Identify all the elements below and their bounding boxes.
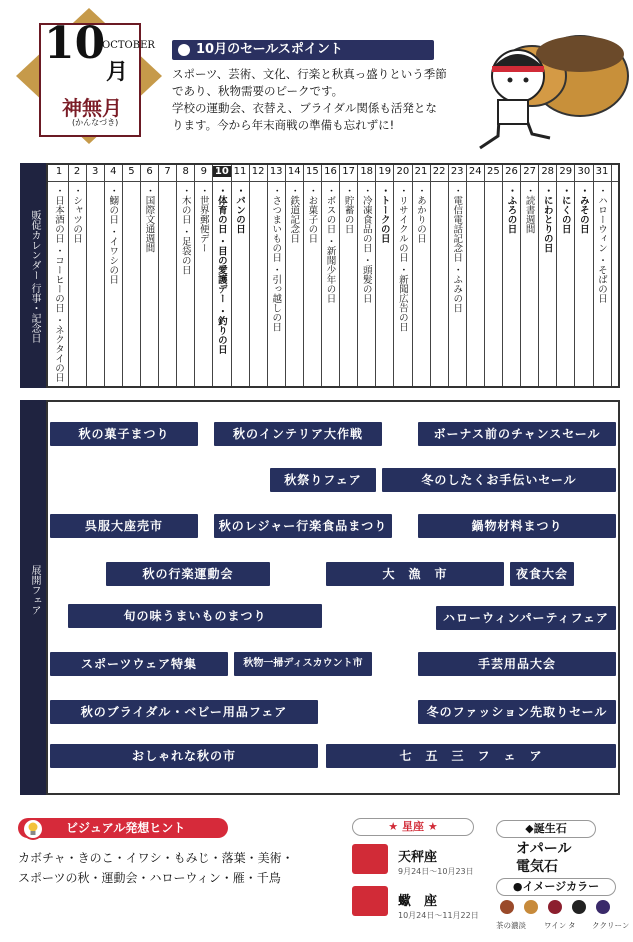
calendar-event: ・トークの日	[378, 186, 390, 243]
calendar-event: ・貯蓄の日	[342, 186, 354, 234]
zodiac-dates-1: 9月24日〜10月23日	[398, 867, 474, 876]
day-number: 11	[233, 166, 247, 177]
day-divider	[176, 165, 177, 386]
calendar-event: ・ボスの日 ・新聞少年の日	[324, 186, 336, 304]
color-swatch-label: 茶の濃淡	[496, 921, 526, 930]
fair-bar: ボーナス前のチャンスセール	[418, 422, 616, 446]
day-number: 26	[505, 166, 518, 177]
day-number: 1	[55, 166, 63, 177]
fair-bar: スポーツウェア特集	[50, 652, 228, 676]
day-divider	[285, 165, 286, 386]
day-divider	[466, 165, 467, 386]
day-divider	[412, 165, 413, 386]
birthstone-2: 電気石	[516, 859, 558, 875]
fair-bar: 秋の菓子まつり	[50, 422, 198, 446]
calendar-event: ・あかりの日	[415, 186, 426, 243]
color-swatch	[572, 900, 586, 914]
day-divider	[448, 165, 449, 386]
day-number: 9	[200, 166, 207, 177]
day-number: 14	[287, 166, 301, 177]
fair-bar: 冬のファッション先取りセール	[418, 700, 616, 724]
day-number: 20	[396, 166, 410, 177]
fair-bar: ハローウィンパーティフェア	[436, 606, 616, 630]
calendar-event: ・国際文通週間	[143, 186, 155, 253]
fair-bar: 呉服大座売市	[50, 514, 198, 538]
day-divider	[375, 165, 376, 386]
calendar-event: ・にわとりの日	[541, 186, 553, 253]
day-number: 23	[450, 166, 464, 177]
zodiac-name-2: 蠍 座	[398, 894, 438, 909]
intro-line: ります。今から年末商戦の準備も忘れずに!	[172, 118, 395, 132]
calendar-event: ・にくの日	[559, 186, 571, 234]
day-number: 29	[559, 166, 573, 177]
calendar-event: ・木の日 ・足袋の日	[179, 186, 191, 275]
zodiac-title: ★ 星座 ★	[352, 818, 474, 836]
day-number: 4	[110, 166, 117, 177]
libra-icon	[352, 844, 388, 874]
running-boy-chestnut-illustration	[440, 6, 630, 156]
visual-hint-title: ビジュアル発想ヒント	[18, 818, 228, 838]
day-divider	[194, 165, 195, 386]
calendar-event: ・鉄道記念日	[288, 186, 300, 243]
color-swatch-label: タ	[568, 921, 576, 930]
day-divider	[502, 165, 503, 386]
day-number: 18	[360, 166, 374, 177]
zodiac-dates-2: 10月24日〜11月22日	[398, 911, 479, 920]
fair-bar: 鍋物材料まつり	[418, 514, 616, 538]
fair-bar: 秋祭りフェア	[270, 468, 376, 492]
day-divider	[339, 165, 340, 386]
calendar-event: ・体育の日 ・目の愛護デー ・釣りの日	[215, 186, 227, 355]
day-divider	[357, 165, 358, 386]
light-bulb-icon	[22, 818, 44, 840]
fair-bar: 秋のブライダル・ベビー用品フェア	[50, 700, 318, 724]
intro-line: であり、秋物需要のピークです。	[172, 84, 344, 98]
day-number: 30	[577, 166, 591, 177]
day-divider	[321, 165, 322, 386]
fair-schedule	[20, 400, 620, 795]
day-number: 13	[269, 166, 283, 177]
day-divider	[267, 165, 268, 386]
day-number: 24	[468, 166, 482, 177]
day-divider	[393, 165, 394, 386]
calendar-event: ・リサイクルの日 ・新聞広告の日	[396, 186, 408, 332]
calendar-event: ・さつまいもの日 ・引っ越しの日	[270, 186, 282, 332]
day-divider	[484, 165, 485, 386]
calendar-event: ・日本酒の日 ・コーヒーの日 ・ネクタイの日	[53, 186, 64, 383]
color-swatch	[524, 900, 538, 914]
fair-bar: 秋物一掃ディスカウント市	[234, 652, 372, 676]
calendar-event: ・シャツの日	[71, 186, 83, 243]
color-swatch	[548, 900, 562, 914]
day-number: 16	[324, 166, 337, 177]
day-divider	[212, 165, 213, 386]
day-divider	[593, 165, 594, 386]
calendar-event: ・冷凍食品の日 ・頭髪の日	[360, 186, 372, 304]
day-divider	[520, 165, 521, 386]
fair-bar: 七 五 三 フ ェ ア	[326, 744, 616, 768]
day-number: 15	[306, 166, 319, 177]
day-number: 2	[73, 166, 81, 177]
calendar-header-divider	[48, 181, 618, 182]
day-number: 5	[128, 166, 135, 177]
fair-bar: 冬のしたくお手伝いセール	[382, 468, 616, 492]
calendar-event: ・世界郵便デー	[197, 186, 209, 253]
day-divider	[68, 165, 69, 386]
day-divider	[122, 165, 123, 386]
intro-line: スポーツ、芸術、文化、行楽と秋真っ盛りという季節	[172, 67, 447, 81]
fair-bar: 手芸用品大会	[418, 652, 616, 676]
day-number: 3	[92, 166, 99, 177]
calendar-event: ・みその日	[577, 186, 589, 234]
day-number: 27	[523, 166, 536, 177]
birthstone-title: ◆誕生石	[496, 820, 596, 838]
fair-side-label: 展開フェア	[20, 400, 48, 795]
day-divider	[158, 165, 159, 386]
day-number: 7	[164, 166, 171, 177]
month-number: 10	[44, 18, 106, 69]
calendar-event: ・パンの日	[234, 186, 245, 234]
fair-bar: 大 漁 市	[326, 562, 504, 586]
calendar-event: ・お菓子の日	[306, 186, 318, 243]
color-swatch	[500, 900, 514, 914]
day-divider	[86, 165, 87, 386]
birthstone-1: オパール	[516, 841, 572, 857]
day-divider	[574, 165, 575, 386]
calendar-event: ・電信電話記念日 ・ふみの日	[451, 186, 463, 313]
fair-bar: 旬の味うまいものまつり	[68, 604, 322, 628]
month-name: 神無月	[62, 96, 122, 120]
month-english: OCTOBER	[102, 40, 155, 51]
day-divider	[303, 165, 304, 386]
calendar-event: ・ハローウィン ・そばの日	[596, 186, 607, 304]
day-number: 28	[541, 166, 555, 177]
hint-line: カボチャ・きのこ・イワシ・もみじ・落葉・美術・	[18, 851, 294, 865]
visual-hint-text	[18, 848, 338, 888]
day-number: 6	[146, 166, 153, 177]
color-swatch	[596, 900, 610, 914]
day-divider	[556, 165, 557, 386]
day-number: 19	[378, 166, 392, 177]
scorpio-icon	[352, 886, 388, 916]
color-swatch-label: ワイン	[544, 921, 567, 930]
day-divider	[140, 165, 141, 386]
day-number: 8	[182, 166, 189, 177]
day-number: 10	[213, 166, 231, 177]
calendar-event: ・ふろの日	[505, 186, 517, 234]
day-number: 12	[251, 166, 265, 177]
day-number: 22	[432, 166, 446, 177]
fair-bar: 夜食大会	[510, 562, 574, 586]
day-divider	[249, 165, 250, 386]
month-reading: (かんなづき)	[72, 118, 119, 127]
image-color-title: ●イメージカラー	[496, 878, 616, 896]
zodiac-name-1: 天秤座	[398, 850, 438, 865]
fair-bar: おしゃれな秋の市	[50, 744, 318, 768]
intro-text	[172, 66, 472, 134]
sale-points-title: 10月のセールスポイント	[172, 40, 434, 60]
fair-bar: 秋の行楽運動会	[106, 562, 270, 586]
day-number: 21	[414, 166, 428, 177]
calendar-side-label: 販促カレンダー 行事・記念日	[20, 163, 48, 388]
day-divider	[104, 165, 105, 386]
hint-line: スポーツの秋・運動会・ハローウィン・雁・千鳥	[18, 871, 281, 885]
day-divider	[430, 165, 431, 386]
calendar-event: ・読書週間	[523, 186, 535, 234]
day-divider	[611, 165, 612, 386]
day-number: 31	[595, 166, 609, 177]
day-divider	[231, 165, 232, 386]
month-kanji: 月	[106, 60, 129, 85]
color-swatch-label: ククリーン	[592, 921, 630, 930]
fair-bar: 秋のレジャー行楽食品まつり	[214, 514, 392, 538]
fair-bar: 秋のインテリア大作戦	[214, 422, 382, 446]
intro-line: 学校の運動会、衣替え、ブライダル関係も活発とな	[172, 101, 437, 115]
day-number: 17	[342, 166, 355, 177]
day-divider	[538, 165, 539, 386]
calendar-event: ・鰯の日 ・イワシの日	[107, 186, 119, 285]
day-number: 25	[487, 166, 500, 177]
